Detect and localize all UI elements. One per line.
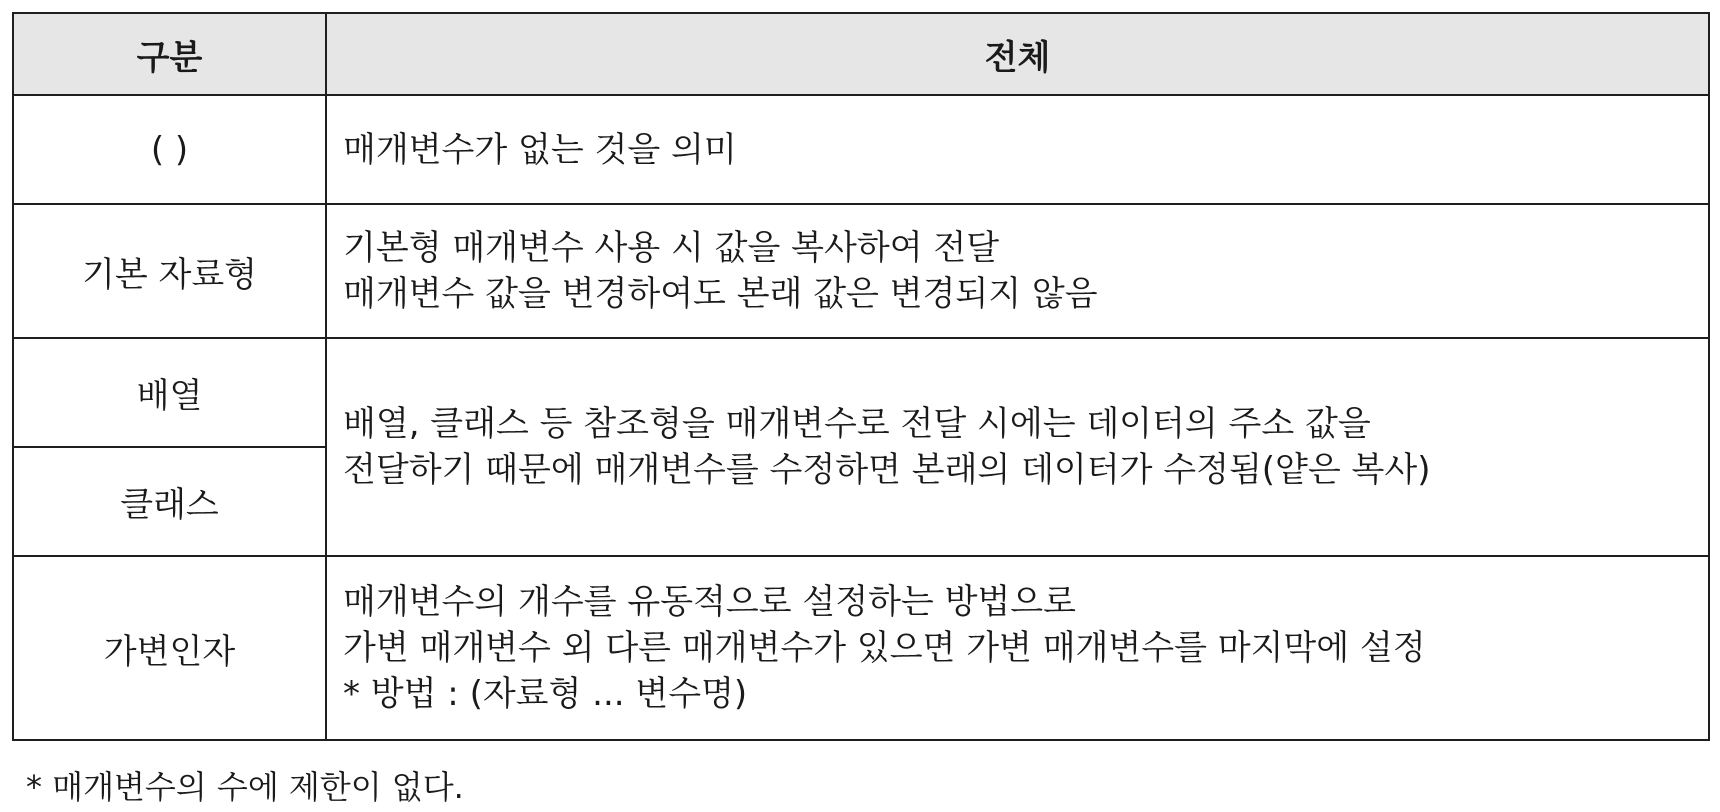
table-row xyxy=(13,204,1709,338)
table-row xyxy=(13,556,1709,740)
row-category-class: 클래스 xyxy=(13,447,326,556)
row-category-varargs: 가변인자 xyxy=(13,556,326,740)
footnote: * 매개변수의 수에 제한이 없다. xyxy=(26,768,464,806)
description-line: 매개변수가 없는 것을 의미 xyxy=(343,129,737,170)
description-line: 매개변수의 개수를 유동적으로 설정하는 방법으로 xyxy=(343,582,1076,622)
description-line: * 방법 : (자료형 ... 변수명) xyxy=(343,674,748,714)
description-line: 매개변수 값을 변경하여도 본래 값은 변경되지 않음 xyxy=(343,274,1098,314)
row-description-empty-params xyxy=(326,95,1709,204)
parameter-table xyxy=(12,12,1710,741)
table-header-row xyxy=(13,13,1709,95)
parameter-table-container xyxy=(12,12,1708,741)
row-description-reference xyxy=(326,338,1709,556)
table-row xyxy=(13,95,1709,204)
description-line: 가변 매개변수 외 다른 매개변수가 있으면 가변 매개변수를 마지막에 설정 xyxy=(343,628,1426,668)
description-line: 배열, 클래스 등 참조형을 매개변수로 전달 시에는 데이터의 주소 값을 xyxy=(343,404,1371,444)
row-description-primitive xyxy=(326,204,1709,338)
row-category-empty-params: ( ) xyxy=(13,95,326,204)
row-category-primitive: 기본 자료형 xyxy=(13,204,326,338)
row-description-varargs xyxy=(326,556,1709,740)
description-line: 기본형 매개변수 사용 시 값을 복사하여 전달 xyxy=(343,228,1000,268)
header-category: 구분 xyxy=(13,13,326,95)
row-category-array: 배열 xyxy=(13,338,326,447)
table-row xyxy=(13,338,1709,447)
description-line: 전달하기 때문에 매개변수를 수정하면 본래의 데이터가 수정됨(얕은 복사) xyxy=(343,450,1431,490)
header-description: 전체 xyxy=(326,13,1709,95)
